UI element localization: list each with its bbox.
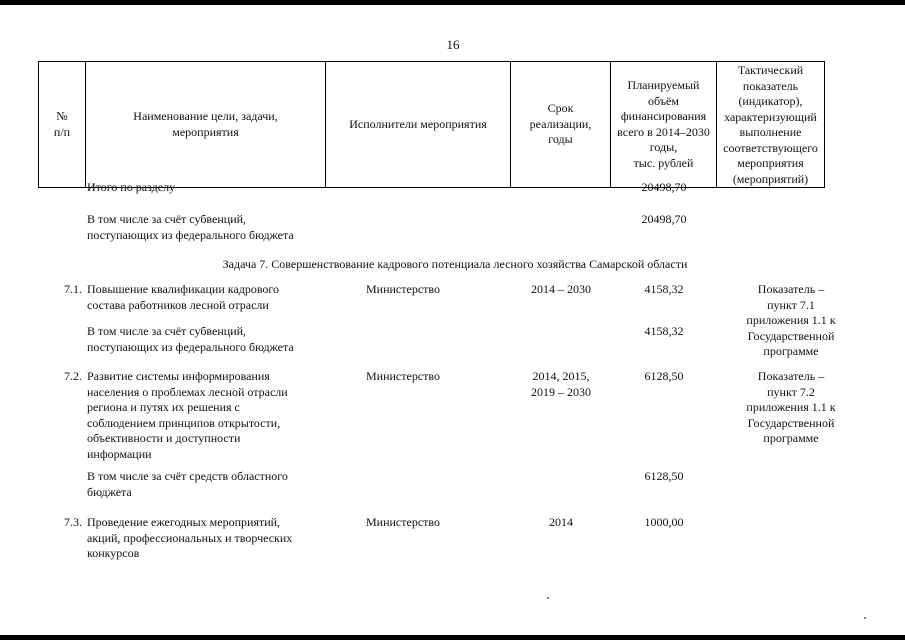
scan-speck [547,597,549,599]
section-total-sub-amount: 20498,70 [641,212,687,226]
header-num: № п/п [39,62,86,188]
page-number: 16 [446,37,460,52]
row-7-1-amount: 4158,32 [644,282,684,296]
table-header [38,61,825,188]
header-executors: Исполнители мероприятия [326,62,511,188]
header-name: Наименование цели, задачи, мероприятия [86,62,326,188]
row-7-2-indicator: Показатель – пункт 7.2 приложения 1.1 к Государственной программе [746,369,836,445]
row-7-2-term: 2014, 2015, 2019 – 2030 [531,369,591,399]
row-7-3-executor: Министерство [366,515,440,529]
row-7-3-name: Проведение ежегодных мероприятий, акций, профессиональных и творческих конкурсов [87,515,293,560]
top-border-bar [0,0,905,5]
bottom-border-bar [0,635,905,640]
row-7-1-sub-label: В том числе за счёт субвенций, поступающих из федерального бюджета [87,324,294,354]
row-7-1-indicator: Показатель – пункт 7.1 приложения 1.1 к Государственной программе [746,282,836,358]
section-total-label: Итого по разделу [87,180,176,194]
row-7-2-num: 7.2. [64,369,82,383]
scan-speck [864,617,866,619]
task-heading: Задача 7. Совершенствование кадрового потенциала лесного хозяйства Самарской области [222,257,688,271]
row-7-1-name: Повышение квалификации кадрового состава работников лесной отрасли [87,282,280,312]
header-funding: Планируемый объём финансирования всего в 2014–2030 годы, тыс. рублей [611,62,717,188]
header-term: Срок реализации, годы [511,62,611,188]
row-7-3-term: 2014 [549,515,573,529]
row-7-2-sub-label: В том числе за счёт средств областного бюджета [87,469,288,499]
section-total-amount: 20498,70 [641,180,687,194]
row-7-2-executor: Министерство [366,369,440,383]
section-total-sub-label: В том числе за счёт субвенций, поступающих из федерального бюджета [87,212,294,242]
row-7-1-num: 7.1. [64,282,82,296]
row-7-1-term: 2014 – 2030 [531,282,591,296]
row-7-2-name: Развитие системы информирования населения о проблемах лесной отрасли региона и путях их решения с соблюдением принципов открытости, объективности и доступности информации [87,369,288,461]
row-7-2-sub-amount: 6128,50 [644,469,684,483]
header-indicator: Тактический показатель (индикатор), характеризующий выполнение соответствующего мероприятия (мероприятий) [717,62,825,188]
row-7-2-amount: 6128,50 [644,369,684,383]
row-7-1-executor: Министерство [366,282,440,296]
row-7-3-num: 7.3. [64,515,82,529]
row-7-3-amount: 1000,00 [644,515,684,529]
row-7-1-sub-amount: 4158,32 [644,324,684,338]
